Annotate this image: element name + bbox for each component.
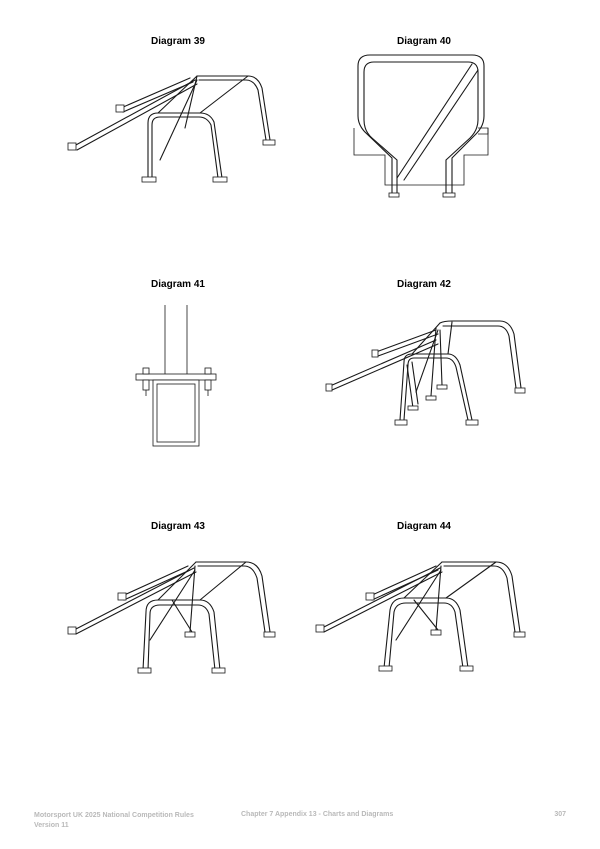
page-footer xyxy=(34,811,566,835)
diagram-40-hoop-drawing xyxy=(345,50,495,200)
diagram-41-mounting-drawing xyxy=(125,300,225,460)
diagram-39-rollcage-drawing xyxy=(60,60,300,190)
diagram-44-caption: Diagram 44 xyxy=(397,521,451,532)
diagram-39-caption: Diagram 39 xyxy=(151,36,205,47)
diagram-40-caption: Diagram 40 xyxy=(397,36,451,47)
footer-page-number: 307 xyxy=(554,811,566,818)
footer-title: Motorsport UK 2025 National Competition Rules xyxy=(34,812,194,819)
diagram-41-caption: Diagram 41 xyxy=(151,279,205,290)
diagram-42-rollcage-drawing xyxy=(320,310,530,435)
footer-left xyxy=(34,811,194,831)
diagram-43-rollcage-drawing xyxy=(65,555,285,680)
footer-chapter: Chapter 7 Appendix 13 - Charts and Diagrams xyxy=(241,811,394,818)
footer-version: Version 11 xyxy=(34,822,69,829)
diagram-42-caption: Diagram 42 xyxy=(397,279,451,290)
diagram-43-caption: Diagram 43 xyxy=(151,521,205,532)
diagram-44-rollcage-drawing xyxy=(310,555,530,680)
